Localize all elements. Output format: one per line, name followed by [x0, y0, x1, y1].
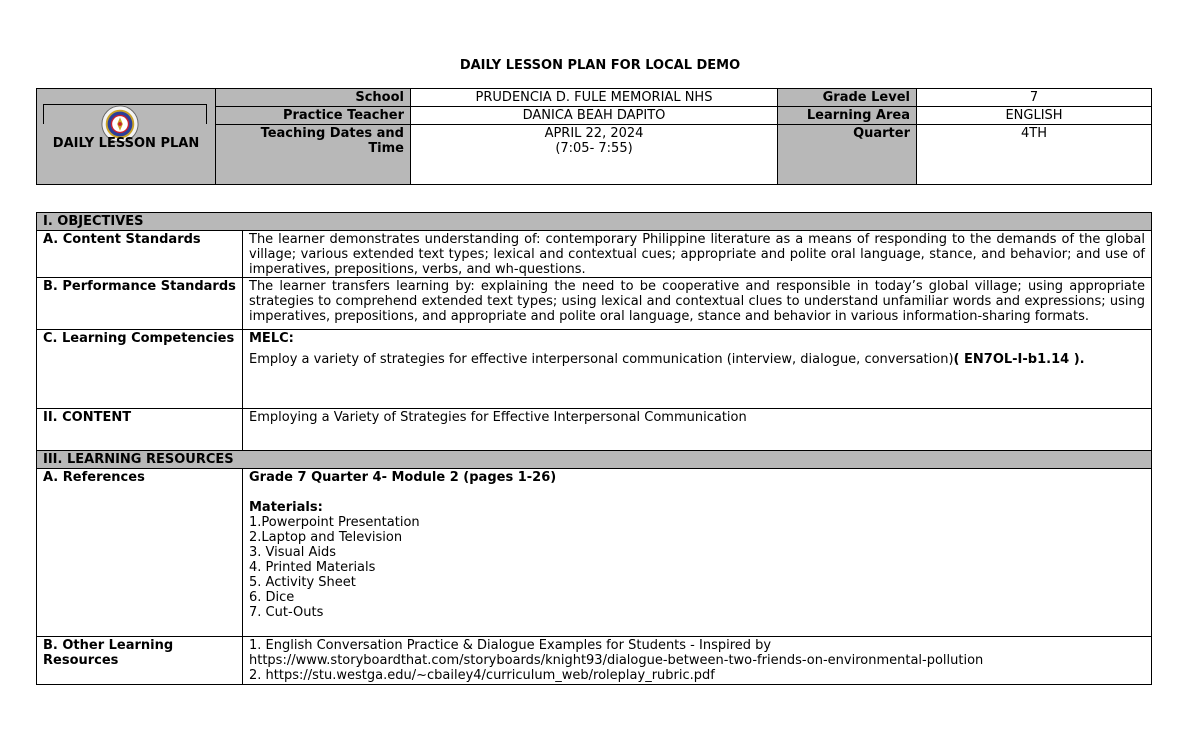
material-item: 6. Dice [249, 590, 295, 605]
school-value: PRUDENCIA D. FULE MEMORIAL NHS [411, 89, 778, 107]
learning-competencies-text [243, 330, 1152, 409]
content-standards-text: The learner demonstrates understanding of: contemporary Philippine literature as a means of responding to the demands of the global village; various extended text types; lexical and contextual cues; appropriate and polite oral language, stance, and behavior; and use of imperatives, prepositions, verbs, and wh-questions. [243, 231, 1152, 278]
module-reference: Grade 7 Quarter 4- Module 2 (pages 1-26) [249, 470, 557, 485]
practice-teacher-value: DANICA BEAH DAPITO [411, 107, 778, 125]
dlp-label: DAILY LESSON PLAN [52, 136, 200, 151]
material-item: 4. Printed Materials [249, 560, 376, 575]
learning-resources-heading: III. LEARNING RESOURCES [37, 451, 1152, 469]
teaching-dates-label [216, 125, 411, 185]
learning-area-value: ENGLISH [917, 107, 1152, 125]
other-resource-link[interactable]: https://www.storyboardthat.com/storyboards/knight93/dialogue-between-two-friends-on-environmental-pollution [249, 653, 984, 668]
quarter-value: 4TH [917, 125, 1152, 185]
material-item: 2.Laptop and Television [249, 530, 403, 545]
content-text: Employing a Variety of Strategies for Effective Interpersonal Communication [243, 409, 1152, 451]
materials-label: Materials: [249, 500, 323, 515]
performance-standards-label: B. Performance Standards [37, 278, 243, 330]
material-item: 5. Activity Sheet [249, 575, 356, 590]
performance-standards-text: The learner transfers learning by: explaining the need to be cooperative and responsible in today’s global village; using appropriate strategies to comprehend extended text types; using lexical and contextual clues to understand unfamiliar words and expressions; using imperatives, prepositions, and appropriate and polite oral language, stance and behavior in various information-sharing formats. [243, 278, 1152, 330]
learning-area-label: Learning Area [778, 107, 917, 125]
grade-level-label: Grade Level [778, 89, 917, 107]
practice-teacher-label: Practice Teacher [216, 107, 411, 125]
teaching-dates-label-line-2: Time [368, 141, 404, 156]
material-item: 1.Powerpoint Presentation [249, 515, 420, 530]
document-title: DAILY LESSON PLAN FOR LOCAL DEMO [459, 58, 741, 73]
references-label: A. References [37, 469, 243, 637]
other-resources-label: B. Other Learning Resources [37, 637, 243, 685]
melc-label: MELC: [249, 331, 294, 346]
material-item: 3. Visual Aids [249, 545, 337, 560]
material-item: 7. Cut-Outs [249, 605, 324, 620]
melc-statement [249, 352, 1145, 367]
school-label: School [216, 89, 411, 107]
other-resources-content [243, 637, 1152, 685]
melc-code: ( EN7OL-I-b1.14 ). [953, 352, 1085, 367]
learning-competencies-label: C. Learning Competencies [37, 330, 243, 409]
content-standards-label: A. Content Standards [37, 231, 243, 278]
quarter-label: Quarter [778, 125, 917, 185]
dlp-cell [37, 89, 216, 185]
melc-text: Employ a variety of strategies for effective interpersonal communication (interview, dialogue, conversation) [249, 352, 954, 367]
other-resource-line: 1. English Conversation Practice & Dialogue Examples for Students - Inspired by [249, 638, 772, 653]
objectives-heading: I. OBJECTIVES [37, 213, 1152, 231]
grade-level-value: 7 [917, 89, 1152, 107]
teaching-dates-value [411, 125, 778, 185]
teaching-time: (7:05- 7:55) [555, 141, 633, 156]
content-label: II. CONTENT [37, 409, 243, 451]
references-content [243, 469, 1152, 637]
lesson-plan-table [36, 212, 1152, 685]
header-table [36, 88, 1152, 185]
other-resource-link[interactable]: 2. https://stu.westga.edu/~cbailey4/curriculum_web/roleplay_rubric.pdf [249, 668, 715, 683]
teaching-dates-label-line-1: Teaching Dates and [260, 126, 404, 141]
teaching-date: APRIL 22, 2024 [544, 126, 644, 141]
